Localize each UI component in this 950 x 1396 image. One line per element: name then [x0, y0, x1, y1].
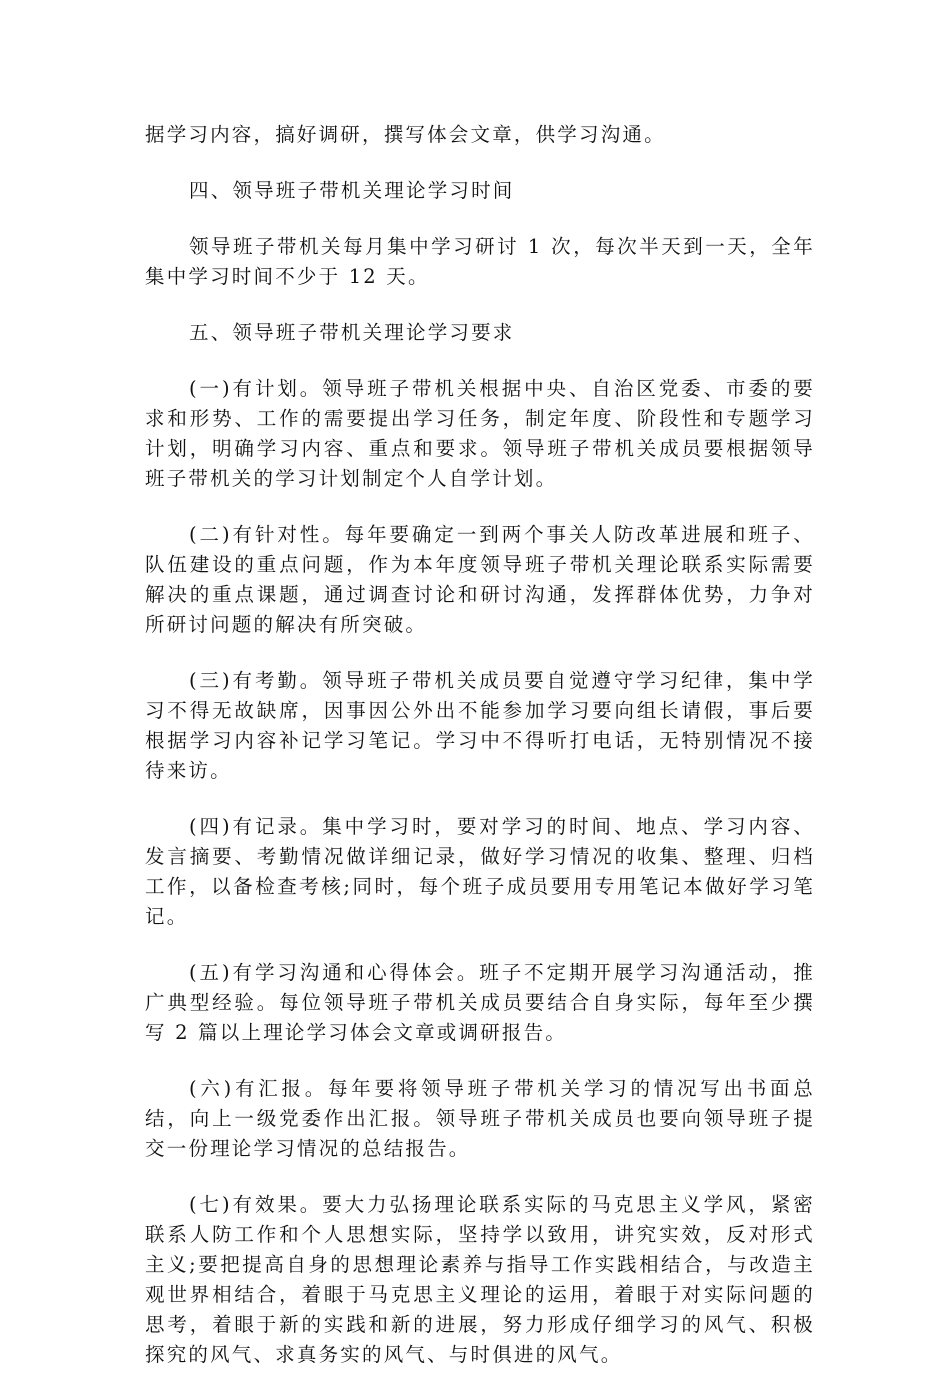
- paragraph-requirement-effect: (七)有效果。要大力弘扬理论联系实际的马克思主义学风，紧密联系人防工作和个人思想实际，坚持学以致用，讲究实效，反对形式主义;要把提高自身的思想理论素养与指导工作实践相结合，与改造主观世界相结合，着眼于马克思主义理论的运用，着眼于对实际问题的思考，着眼于新的实践和新的进展，努力形成仔细学习的风气、积极探究的风气、求真务实的风气、与时俱进的风气。: [145, 1193, 816, 1366]
- paragraph-study-time: 领导班子带机关每月集中学习研讨 1 次，每次半天到一天，全年集中学习时间不少于 12 天。: [145, 235, 815, 288]
- section-heading-study-time: 四、领导班子带机关理论学习时间: [189, 179, 515, 202]
- paragraph-requirement-records: (四)有记录。集中学习时，要对学习的时间、地点、学习内容、发言摘要、考勤情况做详细记录，做好学习情况的收集、整理、归档工作，以备检查考核;同时，每个班子成员要用专用笔记本做好学习笔记。: [145, 815, 816, 928]
- paragraph-requirement-exchange: (五)有学习沟通和心得体会。班子不定期开展学习沟通活动，推广典型经验。每位领导班子带机关成员要结合自身实际，每年至少撰写 2 篇以上理论学习体会文章或调研报告。: [145, 961, 816, 1044]
- section-heading-study-requirements: 五、领导班子带机关理论学习要求: [189, 321, 515, 344]
- paragraph-requirement-report: (六)有汇报。每年要将领导班子带机关学习的情况写出书面总结，向上一级党委作出汇报。领导班子带机关成员也要向领导班子提交一份理论学习情况的总结报告。: [145, 1077, 815, 1160]
- paragraph-requirement-attendance: (三)有考勤。领导班子带机关成员要自觉遵守学习纪律，集中学习不得无故缺席，因事因公外出不能参加学习要向组长请假，事后要根据学习内容补记学习笔记。学习中不得听打电话，无特别情况不接待来访。: [145, 669, 816, 782]
- paragraph-requirement-targeted: (二)有针对性。每年要确定一到两个事关人防改革进展和班子、队伍建设的重点问题，作为本年度领导班子带机关理论联系实际需要解决的重点课题，通过调查讨论和研讨沟通，发挥群体优势，力争对所研讨问题的解决有所突破。: [145, 523, 816, 636]
- document-body: [145, 120, 815, 1396]
- paragraph-requirement-plan: (一)有计划。领导班子带机关根据中央、自治区党委、市委的要求和形势、工作的需要提出学习任务，制定年度、阶段性和专题学习计划，明确学习内容、重点和要求。领导班子带机关成员要根据领导班子带机关的学习计划制定个人自学计划。: [145, 377, 816, 490]
- paragraph-continuation: 据学习内容，搞好调研，撰写体会文章，供学习沟通。: [145, 123, 666, 146]
